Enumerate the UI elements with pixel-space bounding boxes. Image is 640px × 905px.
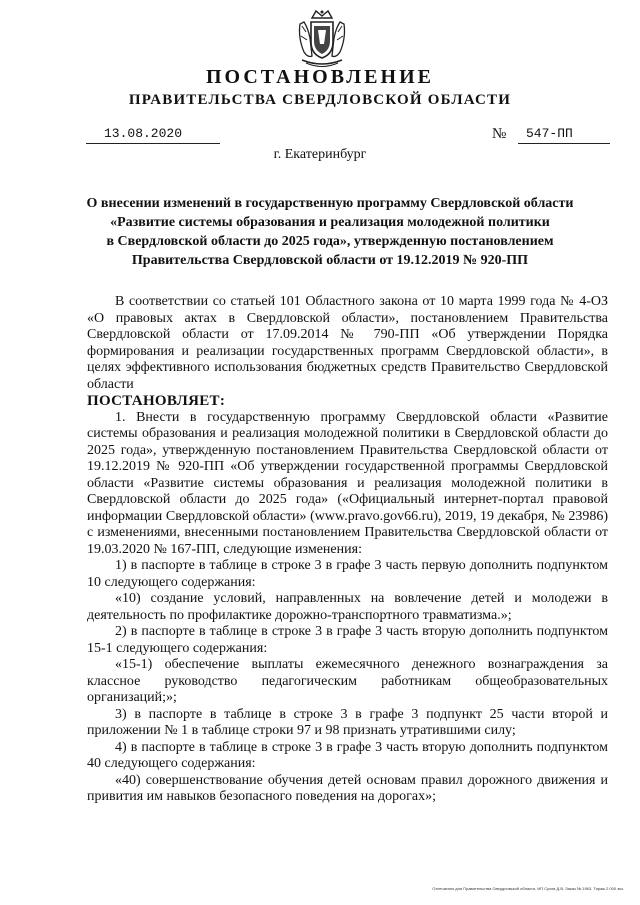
document-number: 547-ПП: [518, 126, 610, 144]
document-type-heading: ПОСТАНОВЛЕНИЕ: [206, 66, 434, 88]
body-paragraph: 4) в паспорте в таблице в строке 3 в графе 3 часть вторую дополнить подпунктом 40 следующего содержания:: [87, 739, 608, 771]
number-sign: №: [492, 126, 507, 142]
coat-of-arms-icon: [294, 8, 350, 70]
print-footer: Отпечатано для Правительства Свердловской области, ИП Сухов Д.В. Заказ № 1963. Тираж 2 000 экз.: [432, 886, 624, 891]
preamble-paragraph: В соответствии со статьей 101 Областного закона от 10 марта 1999 года № 4-ОЗ «О правовых актах в Свердловской области», постановлением Правительства Свердловской области от 17.09.2014 № 790-ПП «Об утверждении Порядка формирования и реализации государственных программ Свердловской области», в целях эффективного использования бюджетных средств Правительство Свердловской области: [87, 294, 608, 392]
document-body: [87, 294, 608, 806]
body-paragraph: 3) в паспорте в таблице в строке 3 в графе 3 подпункт 25 части второй и приложении № 1 в таблице строки 97 и 98 признать утратившими силу;: [87, 706, 608, 738]
title-line: в Свердловской области до 2025 года», утвержденную постановлением: [106, 234, 554, 249]
resolves-heading: ПОСТАНОВЛЯЕТ:: [87, 393, 226, 409]
title-line: Правительства Свердловской области от 19.12.2019 № 920-ПП: [131, 253, 529, 268]
city: г. Екатеринбург: [273, 147, 367, 162]
body-paragraph: «10) создание условий, направленных на вовлечение детей и молодежи в деятельность по профилактике дорожно-транспортного травматизма.»;: [87, 591, 608, 623]
document-title: [60, 194, 600, 270]
body-paragraph: «40) совершенствование обучения детей основам правил дорожного движения и привития им навыков безопасного поведения на дорогах»;: [87, 772, 608, 804]
title-line: О внесении изменений в государственную программу Свердловской области: [86, 196, 574, 211]
body-paragraph: 2) в паспорте в таблице в строке 3 в графе 3 часть вторую дополнить подпунктом 15-1 следующего содержания:: [87, 624, 608, 656]
body-paragraph: 1) в паспорте в таблице в строке 3 в графе 3 часть первую дополнить подпунктом 10 следующего содержания:: [87, 558, 608, 590]
issuer-heading: ПРАВИТЕЛЬСТВА СВЕРДЛОВСКОЙ ОБЛАСТИ: [128, 92, 512, 108]
body-paragraph: «15-1) обеспечение выплаты ежемесячного денежного вознаграждения за классное руководство педагогическим работникам общеобразовательных организаций;»;: [87, 657, 608, 705]
title-line: «Развитие системы образования и реализация молодежной политики: [110, 215, 550, 230]
body-paragraph: 1. Внести в государственную программу Свердловской области «Развитие системы образования и реализация молодежной политики в Свердловской области до 2025 года», утвержденную постановлением Правительства Свердловской области от 19.12.2019 № 920-ПП «Об утверждении государственной программы Свердловской области «Развитие системы образования и реализация молодежной политики в Свердловской области до 2025 года» («Официальный интернет-портал правовой информации Свердловской области» (www.pravo.gov66.ru), 2019, 19 декабря, № 23986) с изменениями, внесенными постановлением Правительства Свердловской области от 19.03.2020 № 167-ПП, следующие изменения:: [87, 409, 608, 557]
document-date: 13.08.2020: [86, 126, 220, 144]
